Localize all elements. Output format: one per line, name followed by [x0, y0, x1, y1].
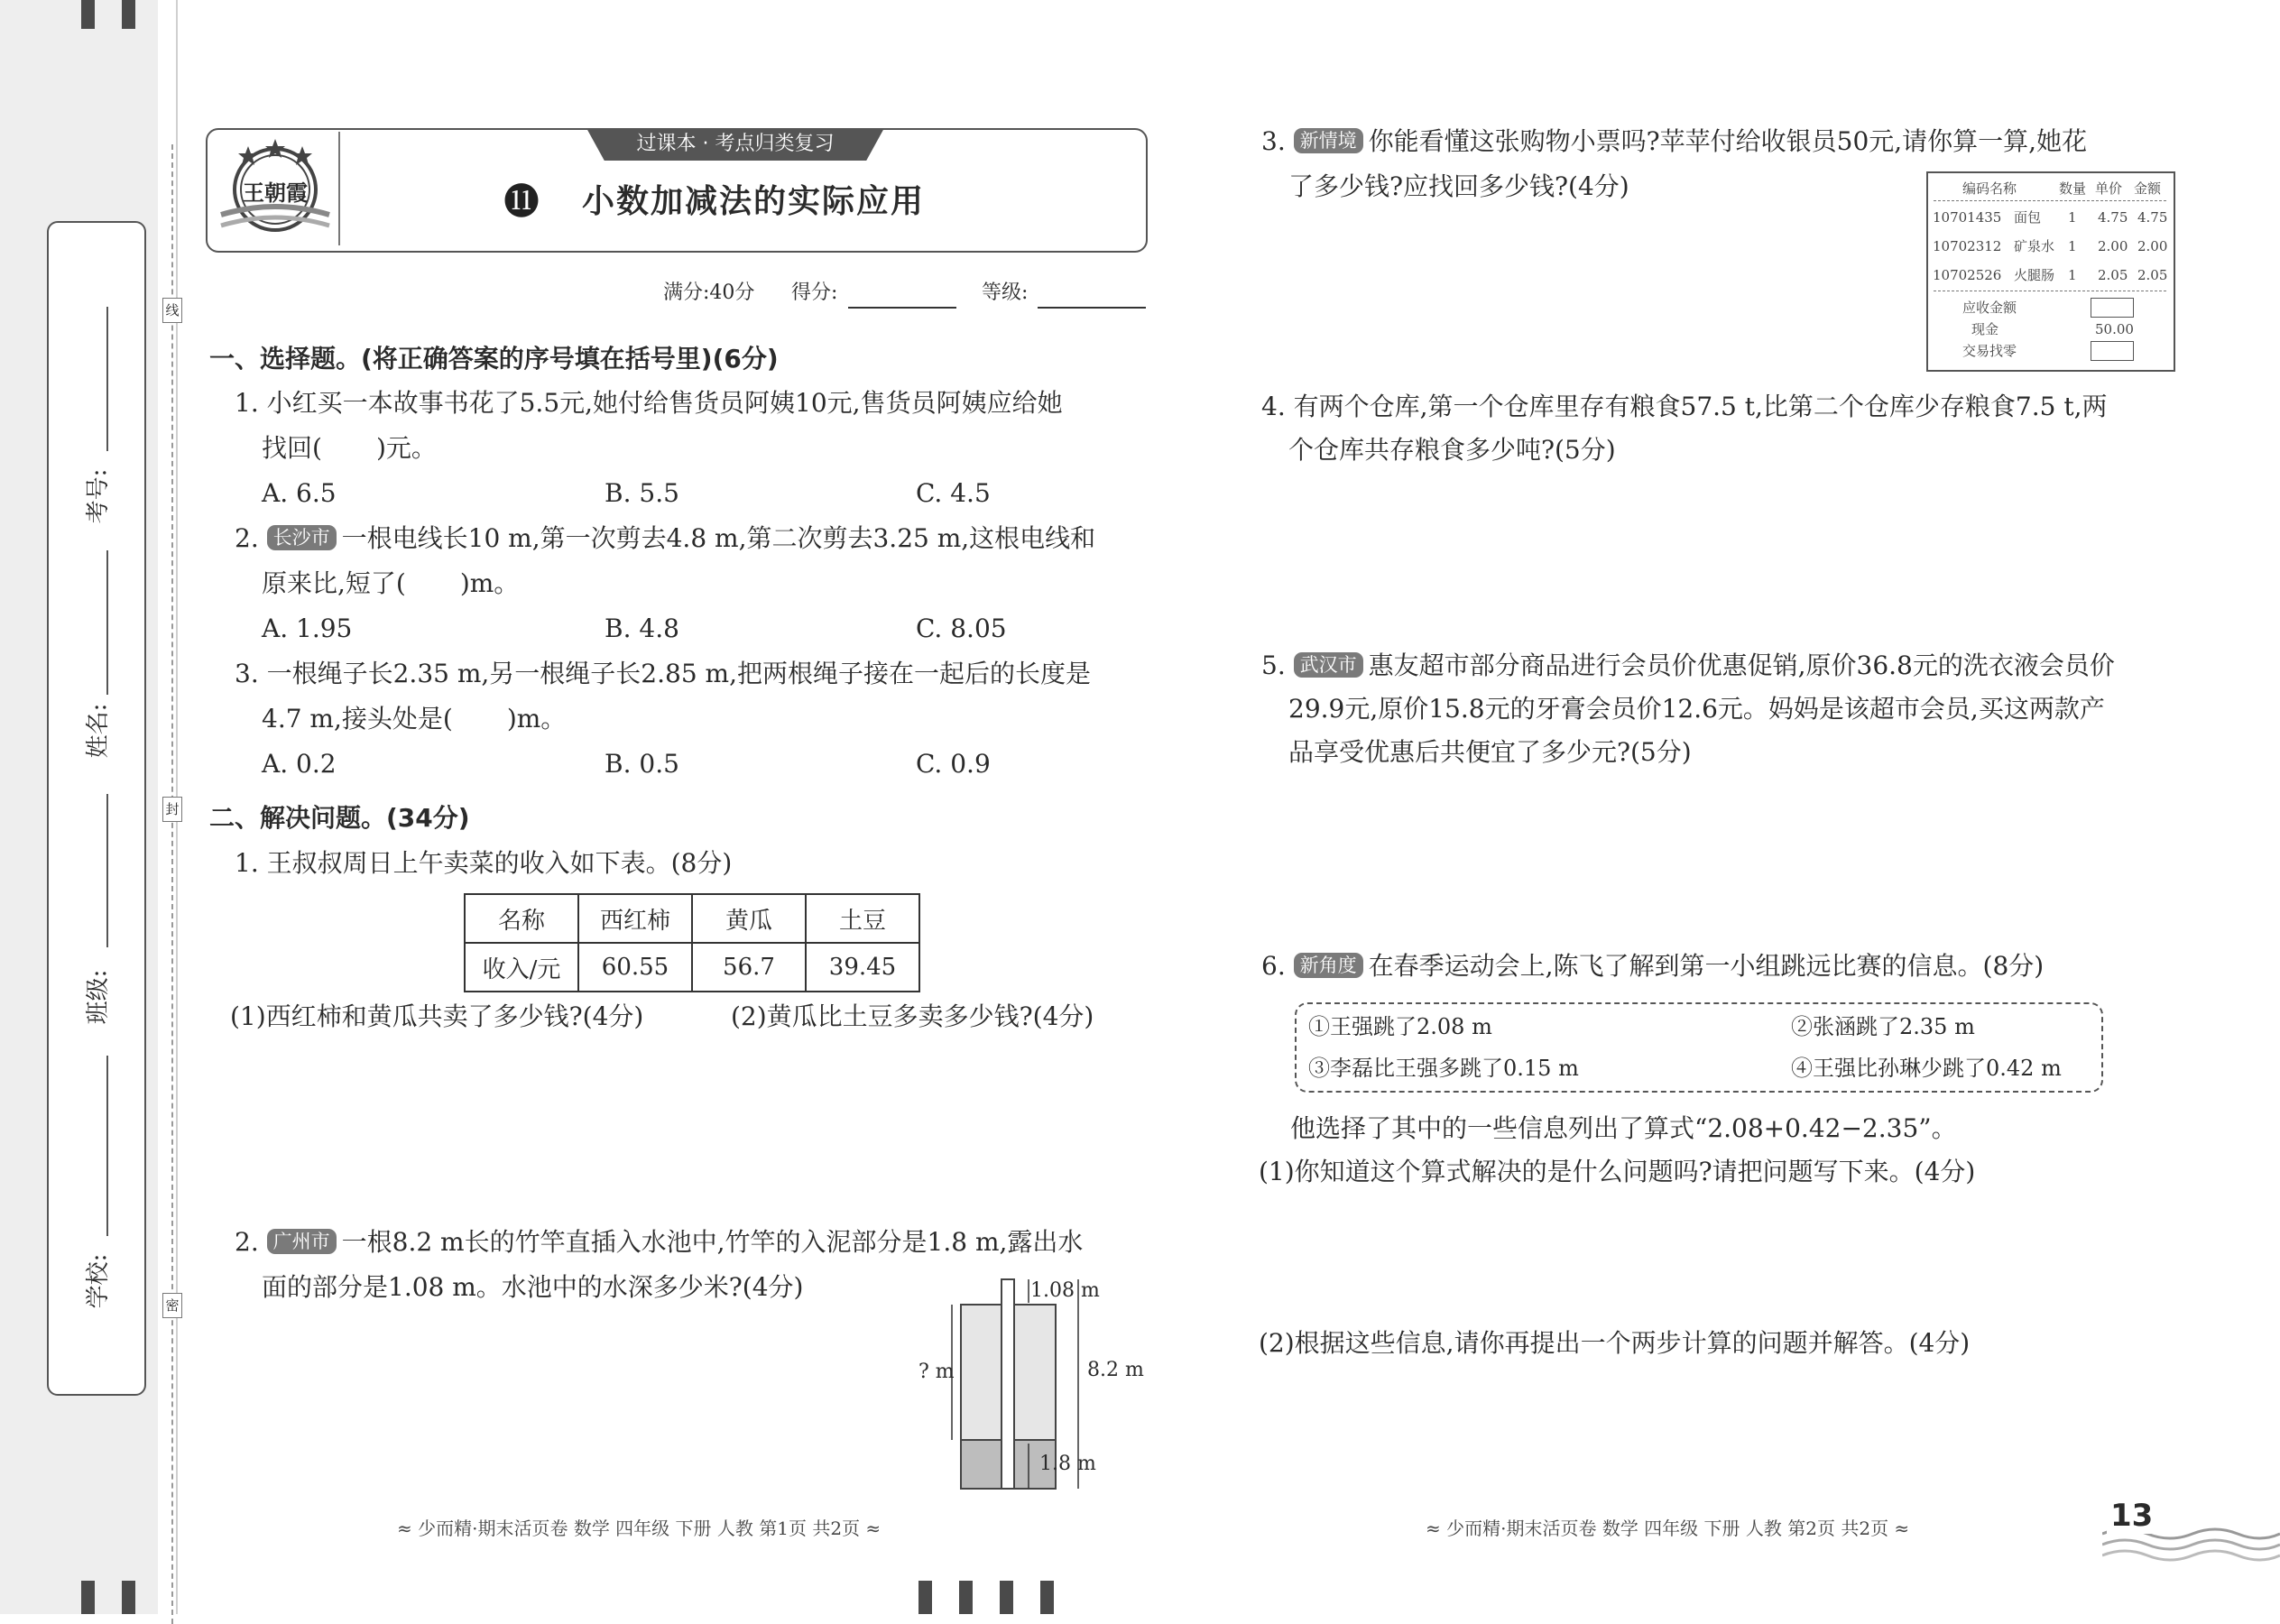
bottom-stripe — [959, 1581, 973, 1614]
s1-q3-option-a: A. 0.2 — [262, 749, 337, 779]
corner-stripe — [81, 1581, 95, 1614]
category-tag: 新情境 — [1294, 128, 1363, 153]
s2-q1-sub2: (2)黄瓜比土豆多卖多少钱?(4分) — [731, 1001, 1094, 1031]
receipt-col-price: 单价 — [2095, 180, 2123, 197]
s1-q2-option-c: C. 8.05 — [916, 614, 1007, 643]
s1-q2-line2 — [262, 566, 519, 602]
exam-number-field[interactable] — [106, 307, 108, 451]
s2-q2-line2: 面的部分是1.08 m。水池中的水深多少米?(4分) — [262, 1272, 804, 1302]
region-tag: 广州市 — [267, 1229, 337, 1254]
r-q6-sub2: (2)根据这些信息,请你再提出一个两步计算的问题并解答。(4分) — [1259, 1328, 1971, 1358]
s1-q1-option-a: A. 6.5 — [262, 478, 337, 508]
table-cell: 名称 — [465, 894, 578, 943]
seal-mark: 封 — [162, 797, 182, 822]
r-q5-line2: 29.9元,原价15.8元的牙膏会员价12.6元。妈妈是该超市会员,买这两款产 — [1288, 694, 2105, 724]
s2-q1-sub1: (1)西红柿和黄瓜共卖了多少钱?(4分) — [230, 1001, 644, 1031]
s1-q1-line2a: 找回( — [262, 433, 322, 463]
receipt-code: 10701435 — [1933, 209, 2002, 226]
r-q5-answer-area[interactable] — [1261, 780, 2173, 943]
r-q6-sub2-answer-area[interactable] — [1261, 1367, 2173, 1484]
receipt-cash-value: 50.00 — [2095, 321, 2134, 337]
receipt-divider — [1934, 200, 2166, 201]
receipt-col-code: 编码名称 — [1962, 180, 2017, 197]
receipt-col-qty: 数量 — [2059, 180, 2087, 197]
s1-q3-line2a: 4.7 m,接头处是( — [262, 704, 453, 734]
receipt-row — [1928, 263, 2174, 287]
s1-q1-line1: 1. 小红买一本故事书花了5.5元,她付给售货员阿姨10元,售货员阿姨应给她 — [235, 388, 1063, 418]
s2-q1-answer-area[interactable] — [230, 1038, 1141, 1218]
logo — [217, 135, 334, 242]
s1-q1-option-b: B. 5.5 — [605, 478, 679, 508]
receipt-price: 2.00 — [2098, 238, 2128, 254]
name-field[interactable] — [106, 550, 108, 695]
s1-q1-option-c: C. 4.5 — [916, 478, 991, 508]
seal-line — [171, 144, 173, 1624]
receipt-item: 火腿肠 — [2014, 267, 2055, 283]
class-label: 班级: — [85, 969, 112, 1025]
exam-number-label: 考号: — [85, 468, 112, 524]
page-number: 13 — [2107, 1498, 2156, 1534]
receipt-change-box[interactable] — [2091, 341, 2134, 361]
header-banner-text: 过课本 · 考点归类复习 — [636, 133, 835, 155]
table-cell: 60.55 — [578, 943, 692, 992]
r-q3-num: 3. — [1261, 126, 1286, 156]
logo-text: 王朝霞 — [243, 180, 308, 206]
r-q6-line1 — [1261, 948, 2044, 984]
s1-q2-num: 2. — [235, 523, 259, 553]
receipt-row — [1928, 235, 2174, 258]
receipt-col-amount: 金额 — [2134, 180, 2162, 197]
s1-q2-text: 一根电线长10 m,第一次剪去4.8 m,第二次剪去3.25 m,这根电线和 — [341, 523, 1096, 553]
pole-top-label: 1.08 m — [1030, 1279, 1100, 1302]
r-q6-line2: 他选择了其中的一些信息列出了算式“2.08+0.42−2.35”。 — [1290, 1113, 1957, 1143]
region-tag: 武汉市 — [1294, 652, 1363, 678]
receipt-row — [1928, 206, 2174, 229]
receipt-code: 10702312 — [1933, 238, 2002, 254]
s1-q2-line1 — [235, 521, 1095, 557]
s1-q3-option-c: C. 0.9 — [916, 749, 991, 779]
s1-q3-line2b: )m。 — [506, 704, 567, 734]
receipt-qty: 1 — [2068, 267, 2077, 283]
section2-title: 二、解决问题。(34分) — [209, 803, 470, 833]
page-title: 小数加减法的实际应用 — [582, 183, 926, 220]
receipt-qty: 1 — [2068, 209, 2077, 226]
corner-stripe — [122, 0, 135, 29]
table-row — [465, 894, 919, 943]
jump-info-item: ③李磊比王强多跳了0.15 m — [1308, 1056, 1579, 1081]
receipt-header — [1928, 177, 2174, 200]
school-label: 学校: — [85, 1253, 112, 1309]
s1-q1-line2b: )元。 — [375, 433, 437, 463]
seal-mark: 线 — [162, 298, 182, 323]
region-tag: 长沙市 — [267, 525, 337, 550]
score-label: 得分: — [791, 281, 838, 304]
r-q6-sub1: (1)你知道这个算式解决的是什么问题吗?请把问题写下来。(4分) — [1259, 1157, 1976, 1186]
receipt-total-box[interactable] — [2091, 298, 2134, 318]
lesson-number-icon: ⓫ — [503, 181, 540, 223]
table-cell: 西红柿 — [578, 894, 692, 943]
jump-info-item: ④王强比孙琳少跳了0.42 m — [1791, 1056, 2062, 1081]
corner-stripe — [81, 0, 95, 29]
s1-q3-option-b: B. 0.5 — [605, 749, 679, 779]
r-q3-line1 — [1261, 124, 2087, 160]
s2-q2-num: 2. — [235, 1227, 259, 1257]
seal-mark: 密 — [162, 1293, 182, 1318]
r-q4-line1: 4. 有两个仓库,第一个仓库里存有粮食57.5 t,比第二个仓库少存粮食7.5 t,两 — [1261, 392, 2108, 421]
s1-q1-line2 — [262, 430, 437, 466]
r-q5-line3: 品享受优惠后共便宜了多少元?(5分) — [1288, 737, 1692, 767]
bottom-stripe — [918, 1581, 932, 1614]
corner-stripe — [122, 1581, 135, 1614]
receipt-cash-label: 现金 — [1971, 321, 1999, 337]
pole-unknown-label: ? m — [918, 1361, 955, 1383]
r-q6-text: 在春季运动会上,陈飞了解到第一小组跳远比赛的信息。(8分) — [1368, 951, 2045, 981]
pole-bottom-label: 1.8 m — [1039, 1453, 1096, 1475]
s1-q2-line2a: 原来比,短了( — [262, 568, 406, 598]
receipt-change-label: 交易找零 — [1962, 343, 2017, 359]
s2-q2-line1 — [235, 1224, 1083, 1260]
receipt-qty: 1 — [2068, 238, 2077, 254]
r-q6-sub1-answer-area[interactable] — [1261, 1195, 2173, 1322]
r-q5-num: 5. — [1261, 651, 1286, 680]
receipt-price: 2.05 — [2098, 267, 2128, 283]
s2-q2-text: 一根8.2 m长的竹竿直插入水池中,竹竿的入泥部分是1.8 m,露出水 — [341, 1227, 1084, 1257]
score-field[interactable] — [848, 307, 956, 309]
r-q5-line1 — [1261, 648, 2115, 684]
receipt-item: 矿泉水 — [2014, 238, 2055, 254]
receipt-item: 面包 — [2014, 209, 2042, 226]
jump-info-item: ②张涵跳了2.35 m — [1791, 1014, 1975, 1039]
pole-diagram-svg — [902, 1272, 1146, 1498]
table-row — [465, 943, 919, 992]
s1-q2-option-b: B. 4.8 — [605, 614, 679, 643]
grade-label: 等级: — [982, 281, 1029, 304]
sales-table — [464, 893, 920, 992]
full-score: 满分:40分 — [663, 281, 755, 304]
s2-q1-text: 1. 王叔叔周日上午卖菜的收入如下表。(8分) — [235, 848, 733, 878]
r-q3-text: 你能看懂这张购物小票吗?苹苹付给收银员50元,请你算一算,她花 — [1368, 126, 2088, 156]
r-q6-num: 6. — [1261, 951, 1286, 981]
r-q4-line2: 个仓库共存粮食多少吨?(5分) — [1288, 435, 1616, 465]
receipt-code: 10702526 — [1933, 267, 2002, 283]
grade-field[interactable] — [1038, 307, 1146, 309]
s1-q3-line1: 3. 一根绳子长2.35 m,另一根绳子长2.85 m,把两根绳子接在一起后的长度是 — [235, 659, 1092, 688]
r-q3-line2: 了多少钱?应找回多少钱?(4分) — [1288, 171, 1629, 201]
section1-title: 一、选择题。(将正确答案的序号填在括号里)(6分) — [209, 344, 779, 374]
receipt-amount: 2.00 — [2137, 238, 2168, 254]
s1-q2-line2b: )m。 — [459, 568, 520, 598]
receipt-amount: 2.05 — [2137, 267, 2168, 283]
table-cell: 39.45 — [806, 943, 919, 992]
receipt-total-label: 应收金额 — [1962, 300, 2017, 316]
r-q4-answer-area[interactable] — [1261, 478, 2173, 641]
pole-diagram — [902, 1272, 1146, 1498]
student-info-box — [47, 221, 146, 1396]
s1-q2-option-a: A. 1.95 — [262, 614, 353, 643]
shopping-receipt — [1926, 171, 2175, 372]
bottom-stripe — [1000, 1581, 1013, 1614]
category-tag: 新角度 — [1294, 953, 1363, 978]
r-q5-text: 惠友超市部分商品进行会员价优惠促销,原价36.8元的洗衣液会员价 — [1368, 651, 2115, 680]
school-field[interactable] — [106, 1056, 108, 1236]
footer-right: ≈ 少而精·期末活页卷 数学 四年级 下册 人教 第2页 共2页 ≈ — [1426, 1518, 1910, 1539]
receipt-price: 4.75 — [2098, 209, 2128, 226]
table-cell: 56.7 — [692, 943, 806, 992]
class-field[interactable] — [106, 794, 108, 947]
logo-divider — [338, 132, 340, 245]
receipt-amount: 4.75 — [2137, 209, 2168, 226]
footer-left: ≈ 少而精·期末活页卷 数学 四年级 下册 人教 第1页 共2页 ≈ — [397, 1518, 882, 1539]
jump-info-item: ①王强跳了2.08 m — [1308, 1014, 1492, 1039]
s1-q3-line2 — [262, 701, 566, 737]
pole-total-label: 8.2 m — [1087, 1359, 1144, 1381]
bottom-stripe — [1040, 1581, 1054, 1614]
table-cell: 土豆 — [806, 894, 919, 943]
table-cell: 收入/元 — [465, 943, 578, 992]
name-label: 姓名: — [85, 703, 112, 759]
table-cell: 黄瓜 — [692, 894, 806, 943]
